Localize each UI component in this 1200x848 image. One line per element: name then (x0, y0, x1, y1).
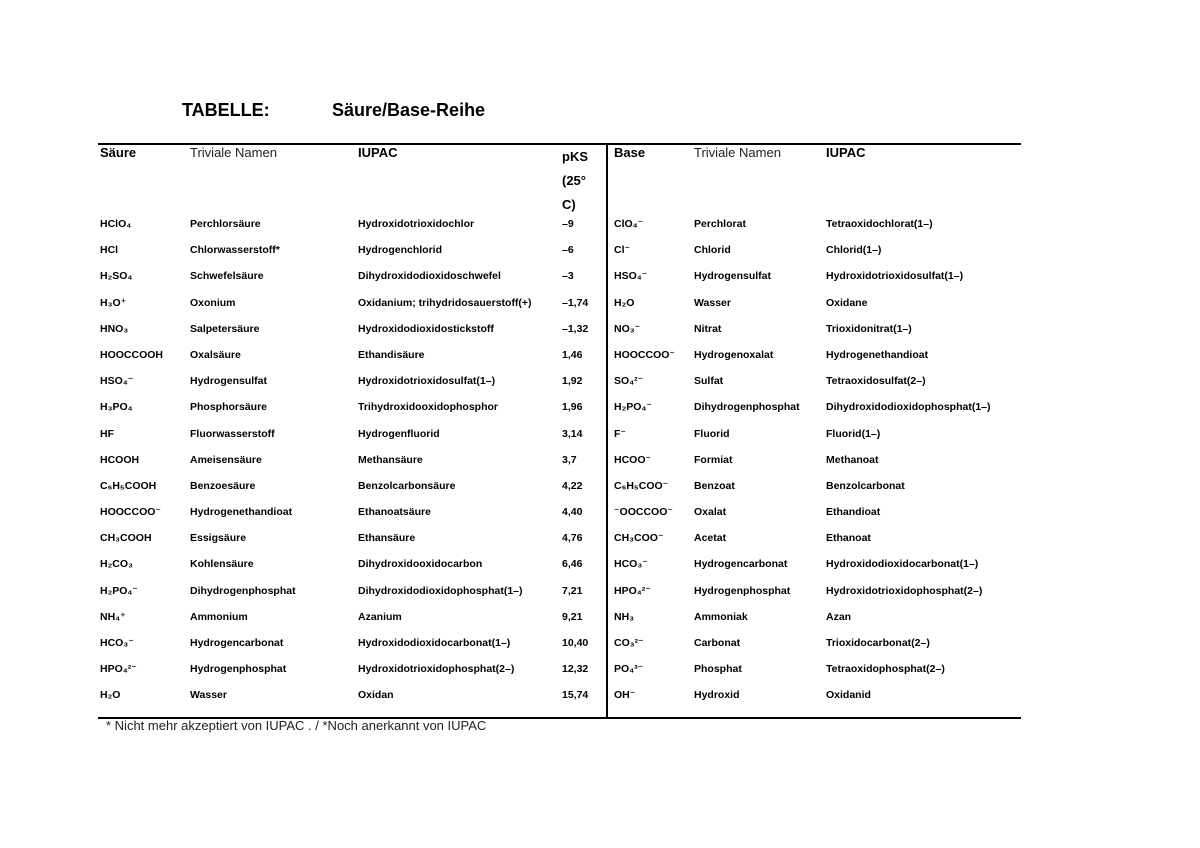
acid-formula: H₂SO₄ (100, 270, 133, 283)
table-row (98, 553, 1021, 579)
base-formula: CO₃²⁻ (614, 637, 644, 649)
acid-trivial-name: Chlorwasserstoff* (190, 244, 280, 257)
table-row (98, 423, 1021, 449)
acid-formula: H₂O (100, 689, 121, 702)
base-iupac-name: Methanoat (826, 453, 879, 466)
base-iupac-name: Benzolcarbonat (826, 479, 905, 492)
base-trivial-name: Hydrogensulfat (694, 270, 772, 283)
base-trivial-name: Fluorid (694, 427, 730, 440)
base-formula: F⁻ (614, 427, 626, 440)
acid-iupac-name: Ethanoatsäure (358, 506, 431, 519)
table-row (98, 318, 1021, 344)
acid-formula: HCO₃⁻ (100, 637, 134, 649)
acid-trivial-name: Essigsäure (190, 532, 247, 545)
acid-iupac-name: Hydroxidotrioxidosulfat(1–) (358, 375, 496, 388)
base-iupac-name: Dihydroxidodioxidophosphat(1–) (826, 401, 991, 414)
pks-value: 1,96 (562, 401, 583, 414)
pks-value: 4,40 (562, 506, 583, 519)
pks-value: 3,7 (562, 453, 577, 466)
pks-value: 4,22 (562, 479, 583, 492)
table-row (98, 370, 1021, 396)
base-formula: HSO₄⁻ (614, 270, 648, 283)
base-iupac-name: Ethandioat (826, 506, 881, 519)
footnote: * Nicht mehr akzeptiert von IUPAC . / *Noch anerkannt von IUPAC (106, 718, 487, 733)
acid-formula: H₂PO₄⁻ (100, 584, 138, 597)
table-row (98, 344, 1021, 370)
pks-value: 4,76 (562, 532, 583, 545)
pks-value: 1,92 (562, 375, 583, 388)
header-pks-line2: (25° (562, 173, 586, 188)
base-formula: OH⁻ (614, 689, 636, 702)
acid-formula: H₃PO₄ (100, 401, 133, 414)
acid-iupac-name: Hydroxidotrioxidophosphat(2–) (358, 663, 515, 676)
acid-formula: HF (100, 427, 114, 440)
base-trivial-name: Oxalat (694, 506, 727, 519)
acid-trivial-name: Hydrogensulfat (190, 375, 268, 388)
header-acid-trivial: Triviale Namen (190, 145, 277, 160)
base-trivial-name: Benzoat (694, 479, 735, 492)
acid-iupac-name: Oxidan (358, 689, 394, 702)
pks-value: –9 (562, 218, 574, 230)
table-row (98, 684, 1021, 710)
base-iupac-name: Tetraoxidochlorat(1–) (826, 218, 933, 230)
table-row (98, 396, 1021, 422)
base-trivial-name: Hydroxid (694, 689, 740, 702)
base-iupac-name: Azan (826, 610, 852, 623)
table-row (98, 449, 1021, 475)
acid-formula: HPO₄²⁻ (100, 663, 137, 676)
table-body (98, 213, 1021, 711)
base-iupac-name: Chlorid(1–) (826, 244, 882, 257)
acid-trivial-name: Hydrogencarbonat (190, 637, 284, 649)
table-row (98, 658, 1021, 684)
base-trivial-name: Carbonat (694, 637, 741, 649)
acid-iupac-name: Hydroxidodioxidostickstoff (358, 322, 494, 335)
acid-iupac-name: Oxidanium; trihydridosauerstoff(+) (358, 296, 532, 309)
table-row (98, 265, 1021, 291)
base-iupac-name: Tetraoxidophosphat(2–) (826, 663, 945, 676)
acid-iupac-name: Hydrogenchlorid (358, 244, 443, 257)
acid-trivial-name: Oxalsäure (190, 348, 241, 361)
base-trivial-name: Formiat (694, 453, 733, 466)
table-header (98, 143, 1021, 211)
acid-iupac-name: Hydroxidodioxidocarbonat(1–) (358, 637, 511, 649)
acid-trivial-name: Oxonium (190, 296, 236, 309)
base-formula: HCO₃⁻ (614, 558, 648, 571)
base-formula: HPO₄²⁻ (614, 584, 651, 597)
page-title (182, 100, 485, 121)
header-base-trivial: Triviale Namen (694, 145, 781, 160)
header-pks-line3: C) (562, 197, 576, 212)
base-trivial-name: Chlorid (694, 244, 731, 257)
header-base: Base (614, 145, 646, 160)
base-trivial-name: Hydrogenphosphat (694, 584, 791, 597)
acid-iupac-name: Azanium (358, 610, 402, 623)
pks-value: –6 (562, 244, 574, 257)
base-iupac-name: Hydroxidodioxidocarbonat(1–) (826, 558, 979, 571)
base-formula: CH₃COO⁻ (614, 532, 664, 545)
base-iupac-name: Hydroxidotrioxidosulfat(1–) (826, 270, 964, 283)
acid-formula: C₆H₅COOH (100, 479, 157, 492)
acid-trivial-name: Ammonium (190, 610, 248, 623)
acid-formula: HCOOH (100, 453, 140, 466)
acid-trivial-name: Benzoesäure (190, 479, 256, 492)
acid-trivial-name: Hydrogenphosphat (190, 663, 287, 676)
base-formula: ⁻OOCCOO⁻ (614, 506, 673, 519)
table-row (98, 213, 1021, 239)
acid-iupac-name: Dihydroxidodioxidophosphat(1–) (358, 584, 523, 597)
table-row (98, 501, 1021, 527)
table-row (98, 580, 1021, 606)
table-row (98, 239, 1021, 265)
acid-trivial-name: Wasser (190, 689, 227, 702)
base-trivial-name: Ammoniak (694, 610, 748, 623)
header-acid: Säure (100, 145, 137, 160)
acid-iupac-name: Dihydroxidooxidocarbon (358, 558, 483, 571)
base-trivial-name: Dihydrogenphosphat (694, 401, 800, 414)
base-formula: HOOCCOO⁻ (614, 348, 675, 361)
header-pks (562, 145, 602, 217)
base-formula: NH₃ (614, 610, 635, 623)
pks-value: 10,40 (562, 637, 589, 649)
acid-trivial-name: Schwefelsäure (190, 270, 264, 283)
base-iupac-name: Tetraoxidosulfat(2–) (826, 375, 926, 388)
base-trivial-name: Hydrogencarbonat (694, 558, 788, 571)
header-base-iupac: IUPAC (826, 145, 866, 160)
base-formula: Cl⁻ (614, 244, 631, 257)
acid-formula: HOOCCOOH (100, 348, 163, 361)
acid-trivial-name: Hydrogenethandioat (190, 506, 293, 519)
acid-formula: HOOCCOO⁻ (100, 506, 161, 519)
acid-formula: HCl (100, 244, 119, 257)
pks-value: 6,46 (562, 558, 583, 571)
acid-formula: CH₃COOH (100, 532, 152, 545)
base-formula: SO₄²⁻ (614, 375, 644, 388)
base-iupac-name: Trioxidonitrat(1–) (826, 322, 912, 335)
base-trivial-name: Hydrogenoxalat (694, 348, 774, 361)
table-row (98, 475, 1021, 501)
base-iupac-name: Oxidane (826, 296, 868, 309)
base-iupac-name: Trioxidocarbonat(2–) (826, 637, 930, 649)
base-iupac-name: Fluorid(1–) (826, 427, 881, 440)
pks-value: –1,32 (562, 322, 589, 335)
acid-formula: NH₄⁺ (100, 610, 126, 623)
base-formula: H₂O (614, 296, 635, 309)
acid-formula: H₂CO₃ (100, 558, 133, 571)
table-row (98, 292, 1021, 318)
table-row (98, 527, 1021, 553)
base-iupac-name: Hydroxidotrioxidophosphat(2–) (826, 584, 983, 597)
acid-iupac-name: Methansäure (358, 453, 423, 466)
base-trivial-name: Perchlorat (694, 218, 746, 230)
base-formula: NO₃⁻ (614, 322, 641, 335)
acid-trivial-name: Phosphorsäure (190, 401, 268, 414)
base-formula: H₂PO₄⁻ (614, 401, 652, 414)
pks-value: 7,21 (562, 584, 583, 597)
base-iupac-name: Ethanoat (826, 532, 871, 545)
base-trivial-name: Nitrat (694, 322, 722, 335)
acid-trivial-name: Perchlorsäure (190, 218, 261, 230)
table-row (98, 632, 1021, 658)
base-trivial-name: Sulfat (694, 375, 724, 388)
title-text: Säure/Base-Reihe (332, 100, 486, 120)
acid-iupac-name: Dihydroxidodioxidoschwefel (358, 270, 501, 283)
header-pks-line1: pKS (562, 149, 588, 164)
pks-value: –3 (562, 270, 574, 283)
acid-iupac-name: Hydroxidotrioxidochlor (358, 218, 475, 230)
acid-iupac-name: Trihydroxidooxidophosphor (358, 401, 498, 414)
base-trivial-name: Wasser (694, 296, 731, 309)
table-row (98, 606, 1021, 632)
acid-formula: H₃O⁺ (100, 296, 127, 309)
pks-value: 12,32 (562, 663, 589, 676)
base-trivial-name: Acetat (694, 532, 727, 545)
pks-value: 15,74 (562, 689, 589, 702)
pks-value: 1,46 (562, 348, 583, 361)
acid-trivial-name: Ameisensäure (190, 453, 262, 466)
title-label: TABELLE: (182, 100, 270, 120)
base-formula: HCOO⁻ (614, 453, 652, 466)
acid-iupac-name: Benzolcarbonsäure (358, 479, 456, 492)
base-trivial-name: Phosphat (694, 663, 742, 676)
pks-value: 3,14 (562, 427, 583, 440)
base-formula: ClO₄⁻ (614, 218, 644, 230)
acid-trivial-name: Salpetersäure (190, 322, 260, 335)
base-formula: C₆H₅COO⁻ (614, 479, 669, 492)
pks-value: 9,21 (562, 610, 583, 623)
header-acid-iupac: IUPAC (358, 145, 398, 160)
acid-formula: HSO₄⁻ (100, 375, 134, 388)
base-iupac-name: Hydrogenethandioat (826, 348, 929, 361)
acid-trivial-name: Fluorwasserstoff (190, 427, 275, 440)
acid-trivial-name: Dihydrogenphosphat (190, 584, 296, 597)
pks-value: –1,74 (562, 296, 589, 309)
acid-iupac-name: Hydrogenfluorid (358, 427, 440, 440)
base-iupac-name: Oxidanid (826, 689, 871, 702)
acid-formula: HClO₄ (100, 218, 132, 230)
acid-formula: HNO₃ (100, 322, 129, 335)
acid-iupac-name: Ethansäure (358, 532, 416, 545)
acid-trivial-name: Kohlensäure (190, 558, 254, 571)
base-formula: PO₄³⁻ (614, 663, 644, 676)
acid-iupac-name: Ethandisäure (358, 348, 425, 361)
